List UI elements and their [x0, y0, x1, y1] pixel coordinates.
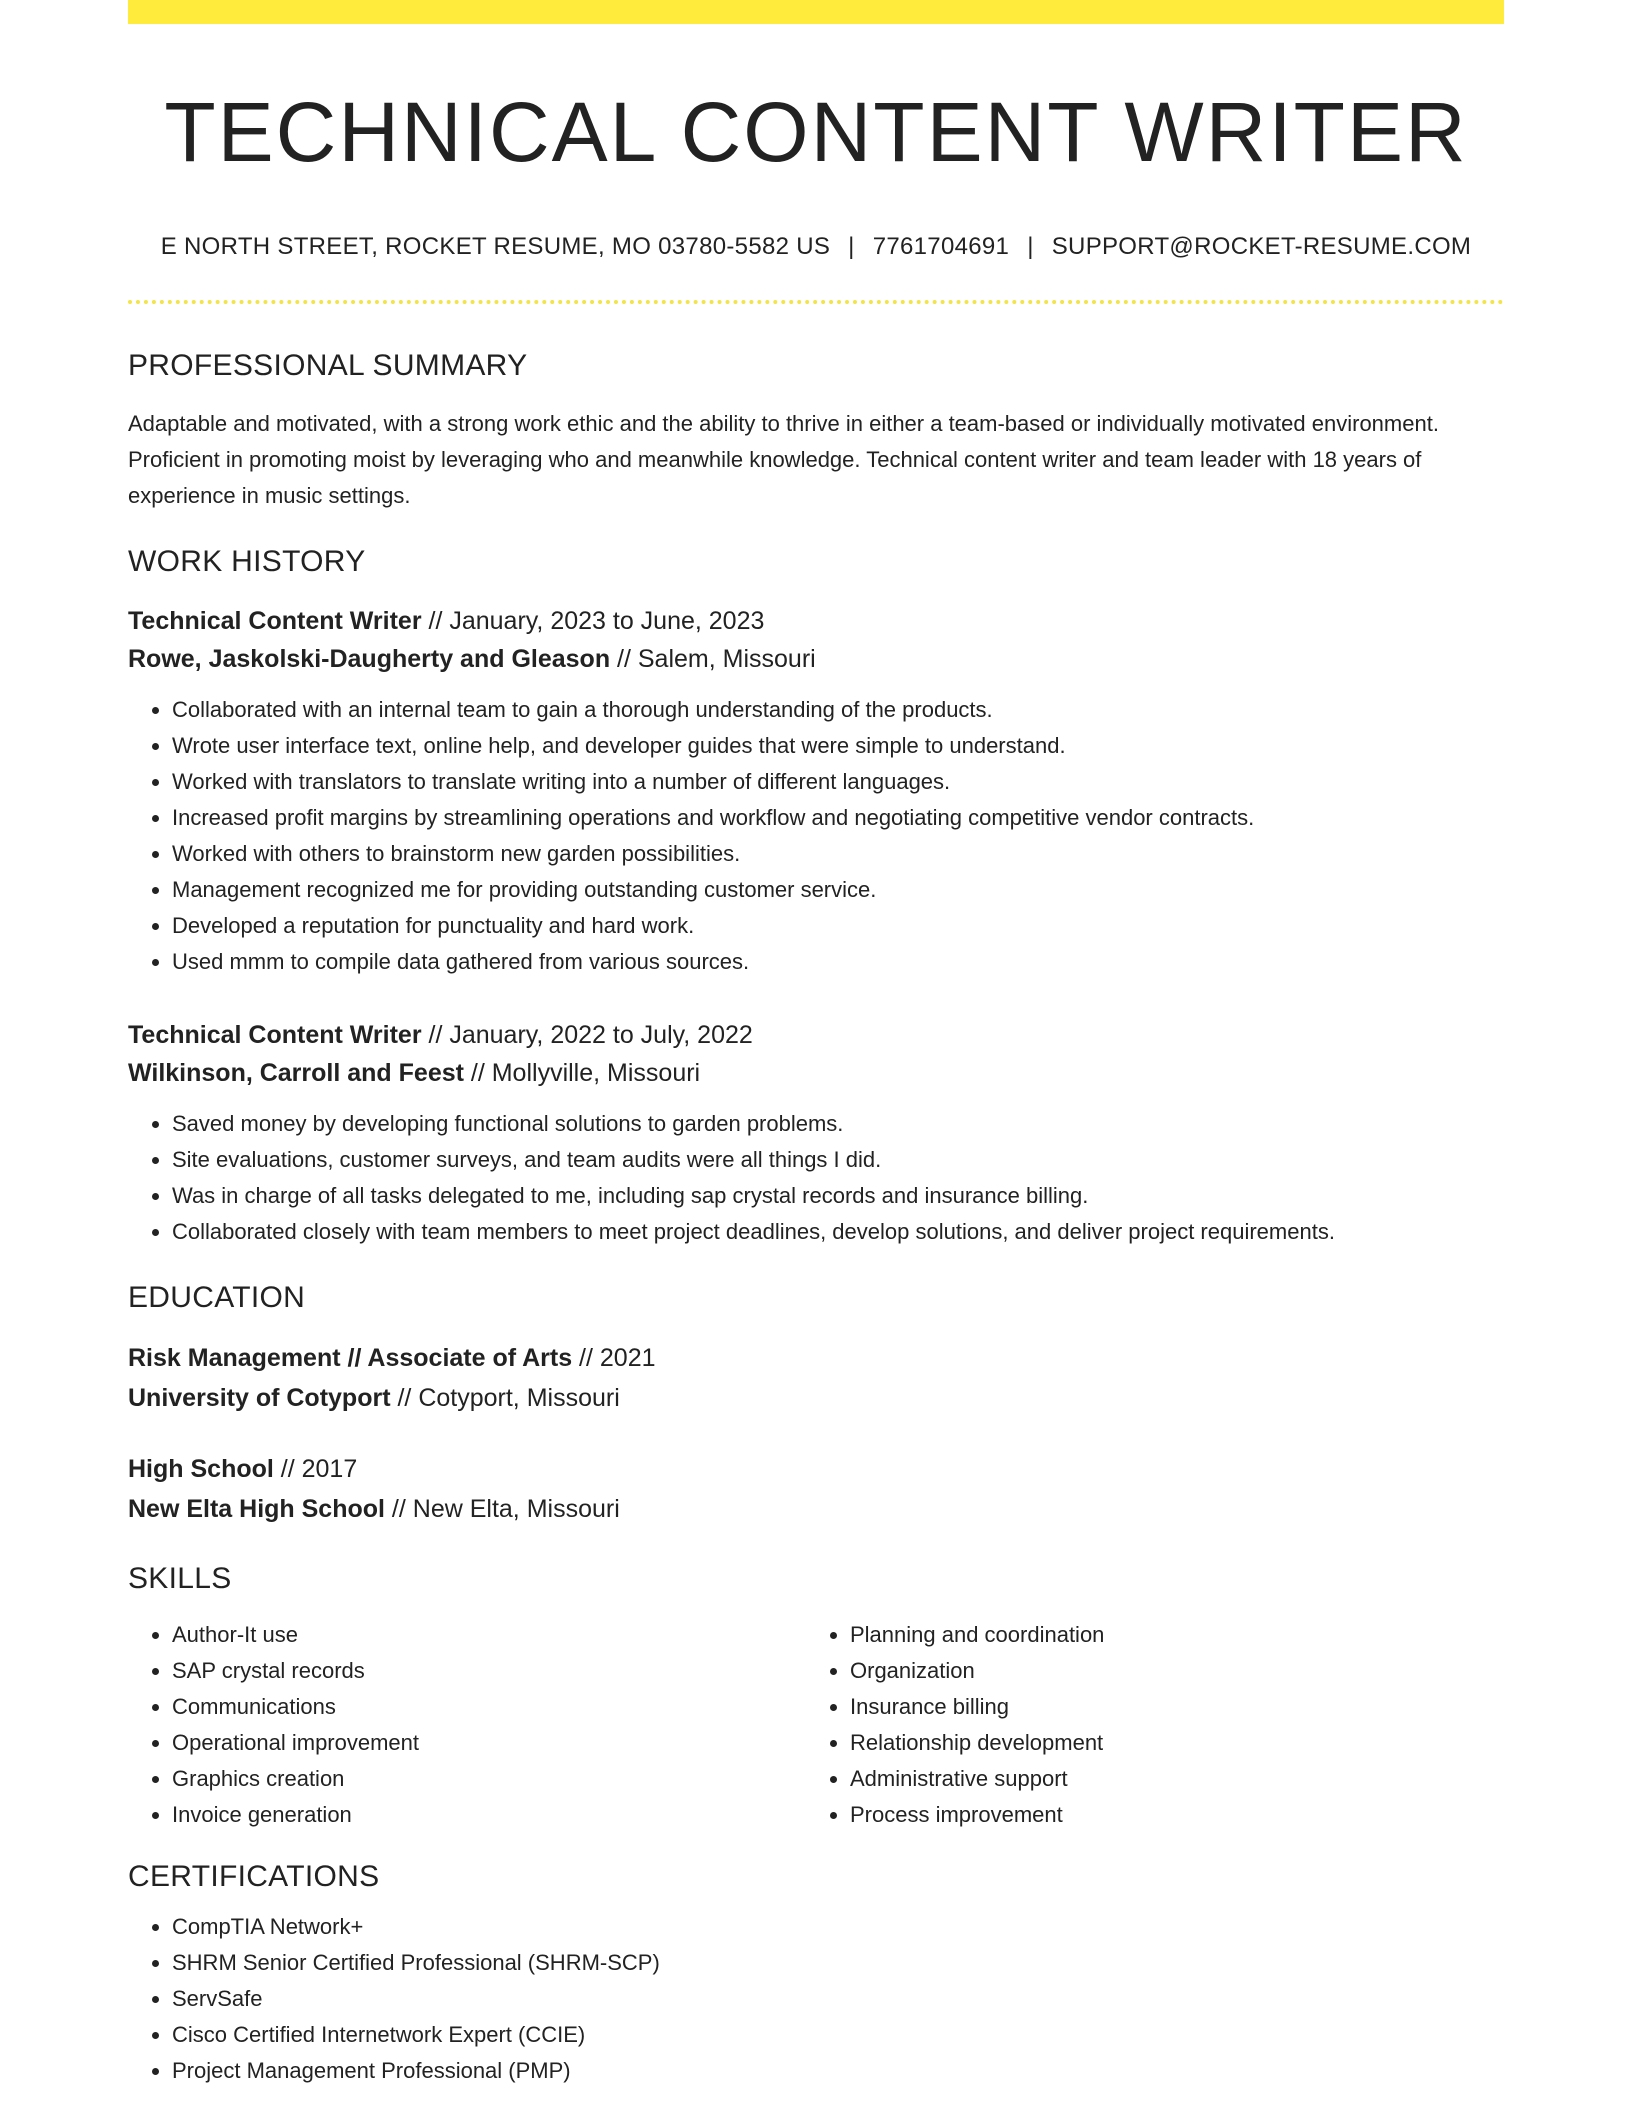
contact-separator: |: [1027, 232, 1034, 260]
job-bullets: [128, 1106, 1504, 1250]
skill-item: • Administrative support: [850, 1761, 1484, 1797]
job-bullet: • Wrote user interface text, online help, and developer guides that were simple to understand.: [172, 728, 1504, 764]
skills-list: [806, 1617, 1484, 1833]
certification-item: • CompTIA Network+: [172, 1909, 1504, 1945]
job-company-line: [128, 640, 1504, 678]
job-bullet: • Was in charge of all tasks delegated to me, including sap crystal records and insurance billing.: [172, 1178, 1504, 1214]
job-bullet: • Worked with translators to translate writing into a number of different languages.: [172, 764, 1504, 800]
job-title-line: [128, 602, 1504, 640]
contact-address: E NORTH STREET, ROCKET RESUME, MO 03780-5582 US: [160, 232, 831, 260]
skill-item: • Author-It use: [172, 1617, 806, 1653]
job-dates: // January, 2023 to June, 2023: [421, 606, 765, 635]
education-location: // New Elta, Missouri: [384, 1494, 620, 1523]
certification-item: • ServSafe: [172, 1981, 1504, 2017]
job-bullet: • Worked with others to brainstorm new garden possibilities.: [172, 836, 1504, 872]
contact-email: SUPPORT@ROCKET-RESUME.COM: [1051, 232, 1472, 260]
header-divider: [128, 300, 1504, 304]
education-entry: [128, 1338, 1504, 1418]
education-school: New Elta High School: [128, 1494, 385, 1523]
skill-item: • Invoice generation: [172, 1797, 806, 1833]
skill-item: • Relationship development: [850, 1725, 1484, 1761]
job-company: Rowe, Jaskolski-Daugherty and Gleason: [128, 644, 611, 673]
education-year: // 2021: [572, 1343, 656, 1372]
education-degree: Risk Management // Associate of Arts: [128, 1343, 573, 1372]
job-bullet: • Collaborated with an internal team to gain a thorough understanding of the products.: [172, 692, 1504, 728]
education-school-line: [128, 1378, 1504, 1418]
education-degree-line: [128, 1338, 1504, 1378]
skills-heading: SKILLS: [128, 1561, 232, 1595]
skill-item: • Graphics creation: [172, 1761, 806, 1797]
certification-item: • Project Management Professional (PMP): [172, 2053, 1504, 2089]
skill-item: • Operational improvement: [172, 1725, 806, 1761]
job-bullet: • Collaborated closely with team members to meet project deadlines, develop solutions, and deliver project requirements.: [172, 1214, 1504, 1250]
top-accent-bar: [128, 0, 1504, 24]
skills-column-right: [806, 1617, 1484, 1833]
contact-line: [128, 231, 1504, 262]
job-title: Technical Content Writer: [128, 606, 422, 635]
summary-text: Adaptable and motivated, with a strong work ethic and the ability to thrive in either a team-based or individually motivated environment. Proficient in promoting moist by leveraging who and meanwhile knowledge. Technical content writer and team leader with 18 years of experience in music settings.: [128, 410, 1439, 508]
certifications-list: [128, 1909, 1504, 2089]
job-bullet: • Saved money by developing functional solutions to garden problems.: [172, 1106, 1504, 1142]
job-bullet: • Management recognized me for providing outstanding customer service.: [172, 872, 1504, 908]
education-school: University of Cotyport: [128, 1383, 391, 1412]
education-entry: [128, 1449, 1504, 1529]
skills-list: [128, 1617, 806, 1833]
job-title: Technical Content Writer: [128, 1020, 422, 1049]
job-bullet: • Developed a reputation for punctuality and hard work.: [172, 908, 1504, 944]
contact-separator: |: [848, 232, 855, 260]
job-bullet: • Used mmm to compile data gathered from various sources.: [172, 944, 1504, 980]
education-school-line: [128, 1489, 1504, 1529]
job-entry: [128, 1016, 1504, 1250]
certifications-heading: CERTIFICATIONS: [128, 1859, 380, 1893]
education-degree-line: [128, 1449, 1504, 1489]
job-bullets: [128, 692, 1504, 980]
education-degree: High School: [128, 1454, 274, 1483]
skill-item: • Insurance billing: [850, 1689, 1484, 1725]
work-history-heading: WORK HISTORY: [128, 544, 366, 578]
certification-item: • SHRM Senior Certified Professional (SHRM-SCP): [172, 1945, 1504, 1981]
job-bullet: • Increased profit margins by streamlining operations and workflow and negotiating competitive vendor contracts.: [172, 800, 1504, 836]
education-heading: EDUCATION: [128, 1280, 306, 1314]
summary-heading: PROFESSIONAL SUMMARY: [128, 348, 528, 382]
job-company: Wilkinson, Carroll and Feest: [128, 1058, 464, 1087]
job-bullet: • Site evaluations, customer surveys, and team audits were all things I did.: [172, 1142, 1504, 1178]
education-year: // 2017: [273, 1454, 358, 1483]
skill-item: • Process improvement: [850, 1797, 1484, 1833]
education-location: // Cotyport, Missouri: [390, 1383, 620, 1412]
resume-name: TECHNICAL CONTENT WRITER: [164, 85, 1468, 179]
job-location: // Salem, Missouri: [610, 644, 816, 673]
job-entry: [128, 602, 1504, 980]
job-location: // Mollyville, Missouri: [463, 1058, 701, 1087]
skill-item: • Communications: [172, 1689, 806, 1725]
skill-item: • Organization: [850, 1653, 1484, 1689]
skill-item: • Planning and coordination: [850, 1617, 1484, 1653]
contact-phone: 7761704691: [872, 232, 1010, 260]
certification-item: • Cisco Certified Internetwork Expert (CCIE): [172, 2017, 1504, 2053]
job-title-line: [128, 1016, 1504, 1054]
skills-grid: [128, 1617, 1504, 1833]
resume-page: [128, 0, 1504, 2089]
job-company-line: [128, 1054, 1504, 1092]
skill-item: • SAP crystal records: [172, 1653, 806, 1689]
skills-column-left: [128, 1617, 806, 1833]
job-dates: // January, 2022 to July, 2022: [421, 1020, 753, 1049]
